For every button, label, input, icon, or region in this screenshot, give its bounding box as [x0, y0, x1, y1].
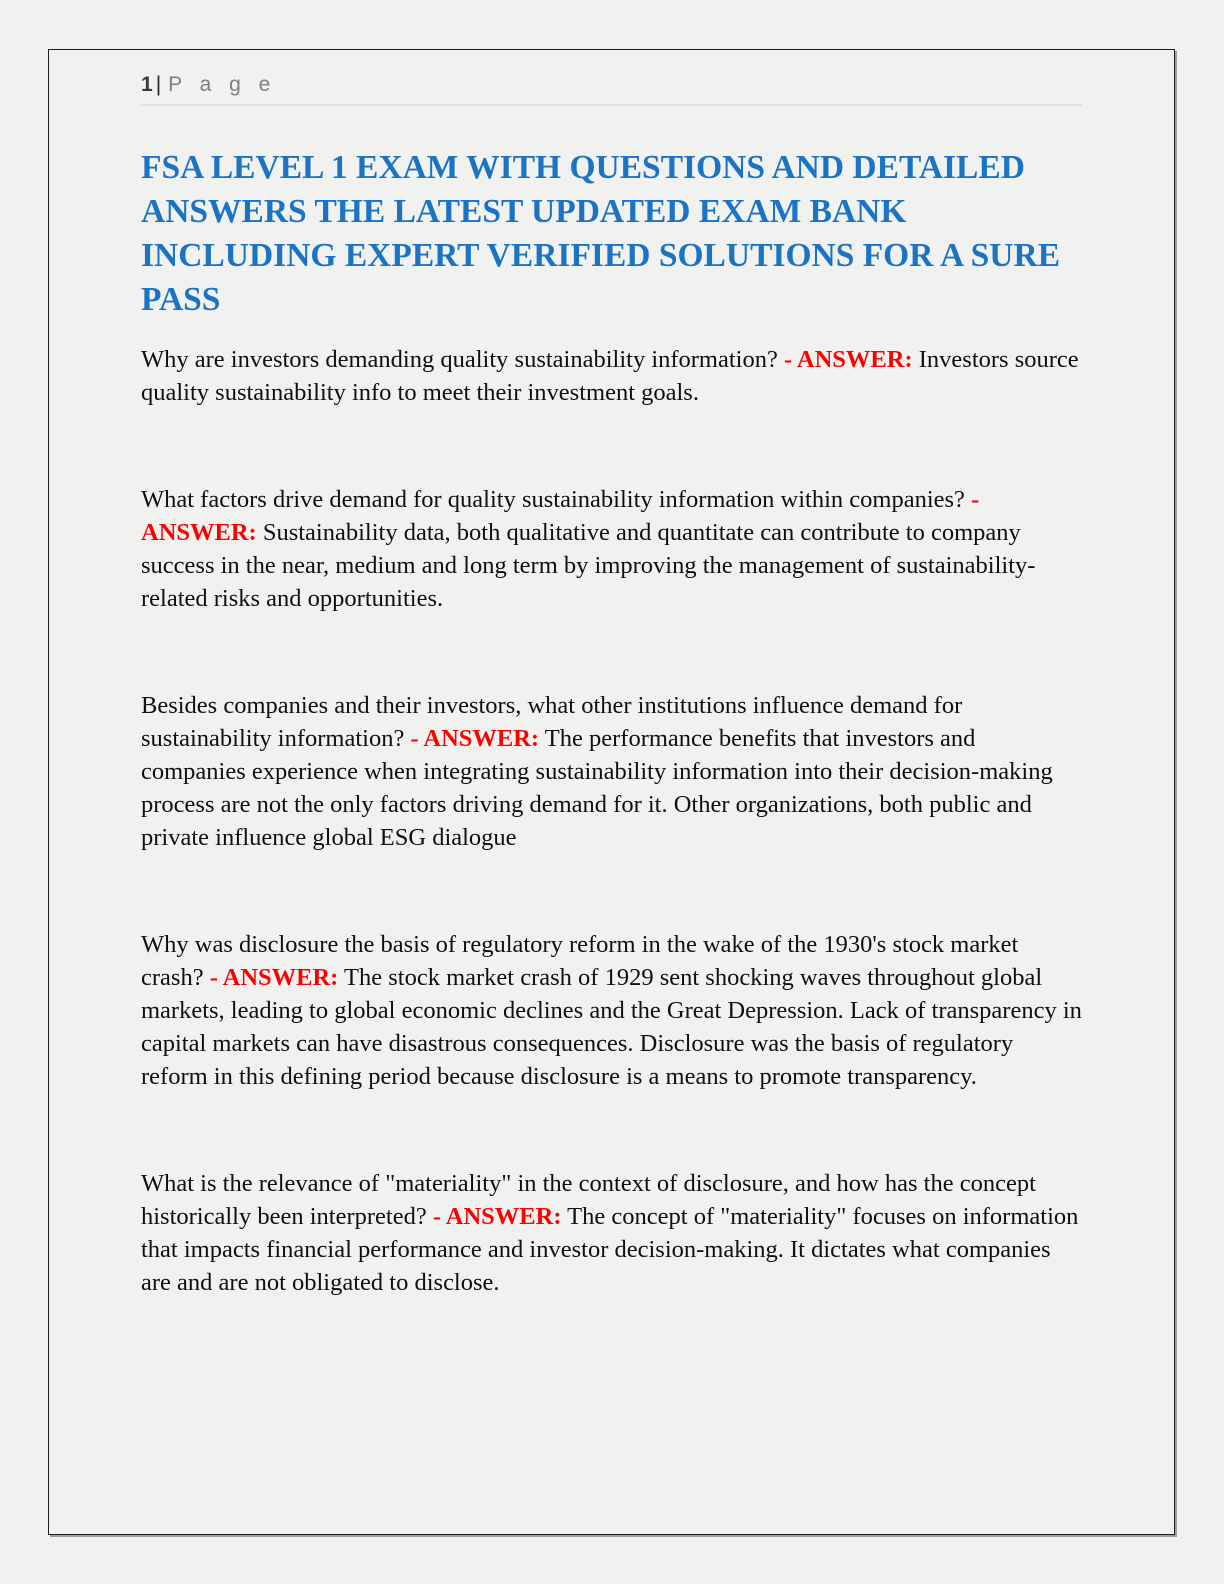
answer-text: Sustainability data, both qualitative and quantitate can contribute to company success in the near, medium and long term by improving the management of sustainability-related risks and opportunities.: [141, 519, 1036, 612]
question-text: What is the relevance of "materiality" in the context of disclosure, and how has the concept historically been interpreted?: [141, 1170, 1036, 1230]
qa-paragraph: [141, 689, 1082, 854]
answer-text: The stock market crash of 1929 sent shocking waves throughout global markets, leading to global economic declines and the Great Depression. Lack of transparency in capital markets can have disastrous consequences. Disclosure was the basis of regulatory reform in this defining period because disclosure is a means to promote transparency.: [141, 964, 1082, 1090]
header-separator: |: [155, 73, 162, 96]
answer-label: - ANSWER:: [432, 1203, 562, 1230]
page-number: 1: [141, 73, 153, 96]
page-header: [141, 72, 1082, 106]
answer-label: - ANSWER:: [410, 725, 540, 752]
answer-label: - ANSWER:: [783, 346, 913, 373]
header-page-label: P a g e: [168, 73, 277, 96]
question-text: Why was disclosure the basis of regulatory reform in the wake of the 1930's stock market crash?: [141, 931, 1019, 991]
question-text: Why are investors demanding quality sustainability information?: [141, 346, 778, 373]
answer-text: The concept of "materiality" focuses on information that impacts financial performance and investor decision-making. It dictates what companies are and are not obligated to disclose.: [141, 1203, 1079, 1296]
qa-paragraph: [141, 928, 1082, 1093]
question-text: Besides companies and their investors, what other institutions influence demand for sustainability information?: [141, 692, 963, 752]
document-title: FSA LEVEL 1 EXAM WITH QUESTIONS AND DETAILED ANSWERS THE LATEST UPDATED EXAM BANK INCLUDING EXPERT VERIFIED SOLUTIONS FOR A SURE PASS: [141, 149, 1061, 318]
answer-text: The performance benefits that investors and companies experience when integrating sustainability information into their decision-making process are not the only factors driving demand for it. Other organizations, both public and private influence global ESG dialogue: [141, 725, 1053, 851]
question-text: What factors drive demand for quality sustainability information within companies?: [141, 486, 965, 513]
qa-paragraph: [141, 483, 1082, 615]
answer-label: - ANSWER:: [141, 486, 980, 546]
answer-text: Investors source quality sustainability info to meet their investment goals.: [141, 346, 1079, 406]
qa-paragraph: [141, 1167, 1082, 1299]
qa-paragraph: [141, 343, 1082, 409]
answer-label: - ANSWER:: [209, 964, 339, 991]
document-page: [48, 49, 1175, 1535]
